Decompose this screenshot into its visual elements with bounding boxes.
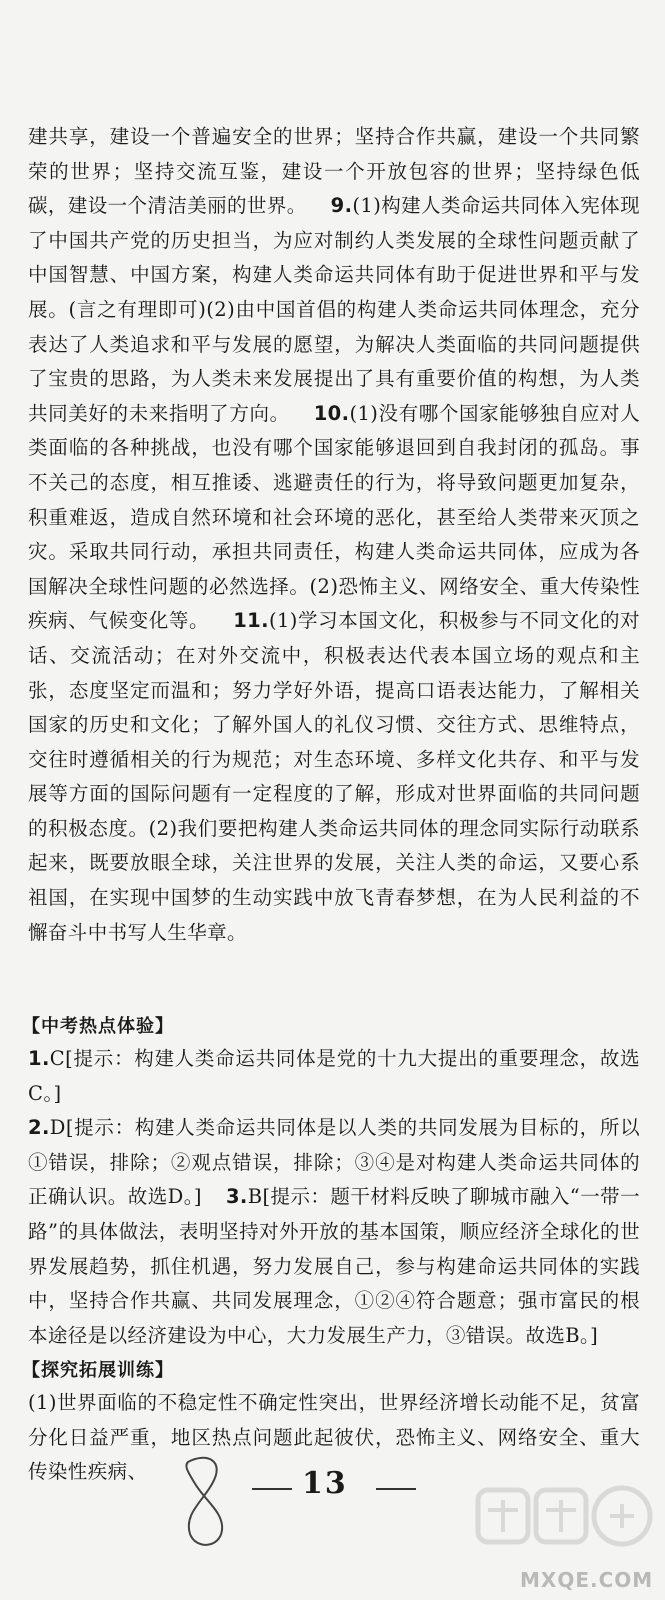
answer-paragraph-main xyxy=(28,120,640,950)
exploration-answer: (1)世界面临的不稳定性不确定性突出，世界经济增长动能不足，贫富分化日益严重，地区热点问题此起彼伏，恐怖主义、网络安全、重大传染性疾病、 xyxy=(28,1391,640,1484)
s1-q1-number: 1. xyxy=(28,1047,50,1070)
q11-text: (1)学习本国文化，积极参与不同文化的对话、交流活动；在对外交流中，积极表达代表本国立场的观点和主张，态度坚定而温和；努力学好外语，提高口语表达能力，了解相关国家的历史和文化；了解外国人的礼仪习惯、交往方式、思维特点，交往时遵循相关的行为规范；对生态环境、多样文化共存、和平与发展等方面的国际问题有一定程度的了解，形成对世界面临的共同问题的积极态度。(2)我们要把构建人类命运共同体的理念同实际行动联系起来，既要放眼全球，关注世界的发展，关注人类的命运，又要心系祖国，在实现中国梦的生动实践中放飞青春梦想，在为人民利益的不懈奋斗中书写人生华章。 xyxy=(28,609,640,944)
section-title-exam-hotspot: 【中考热点体验】 xyxy=(22,1016,174,1037)
q10-text: (1)没有哪个国家能够独自应对人类面临的各种挑战，也没有哪个国家能够退回到自我封闭的孤岛。事不关己的态度，相互推诿、逃避责任的行为，将导致问题更加复杂，积重难返，造成自然环境和社会环境的恶化，甚至给人类带来灭顶之灾。采取共同行动，承担共同责任，构建人类命运共同体，应成为各国解决全球性问题的必然选择。(2)恐怖主义、网络安全、重大传染性疾病、气候变化等。 xyxy=(28,401,640,633)
s1-q2-text: D[提示：构建人类命运共同体是以人类的共同发展为目标的，所以①错误，排除；②观点错误，排除；③④是对构建人类命运共同体的正确认识。故选D。] xyxy=(28,1116,640,1209)
s1-q2-number: 2. xyxy=(28,1116,50,1140)
q10-number: 10. xyxy=(313,401,350,425)
q9-text: (1)构建人类命运共同体入宪体现了中国共产党的历史担当，为应对制约人类发展的全球性问题贡献了中国智慧、中国方案，构建人类命运共同体有助于促进世界和平与发展。(言之有理即可)(2)由中国首倡的构建人类命运共同体理念，充分表达了人类追求和平与发展的愿望，为解决人类面临的共同问题提供了宝贵的思路，为人类未来发展提出了具有重要价值的构想，为人类共同美好的未来指明了方向。 xyxy=(28,194,640,425)
page-number-right-dash xyxy=(376,1488,416,1490)
page-number: 13 xyxy=(302,1466,348,1501)
exam-hotspot-answers xyxy=(28,1042,640,1353)
page-number-left-dash xyxy=(252,1488,292,1490)
s1-q3-number: 3. xyxy=(225,1185,248,1209)
s1-q3-text: B[提示：题干材料反映了聊城市融入“一带一路”的具体做法，表明坚持对外开放的基本国策，顺应经济全球化的世界发展趋势，抓住机遇，努力发展自己，参与构建命运共同体的实践中，坚持合作共赢、共同发展理念，①②④符合题意；强市富民的根本途径是以经济建设为中心，大力发展生产力，③错误。故选B。] xyxy=(28,1185,640,1347)
q11-number: 11. xyxy=(233,609,269,633)
watermark-domain: MXQE.COM xyxy=(520,1568,654,1592)
q9-number: 9. xyxy=(330,194,353,218)
watermark-logo-icon xyxy=(470,1470,660,1570)
s1-q1-text: C[提示：构建人类命运共同体是党的十九大提出的重要理念，故选C。] xyxy=(28,1047,640,1105)
handwritten-scribble-icon xyxy=(176,1452,236,1552)
para1-text: 建共享，建设一个普遍安全的世界；坚持合作共赢，建设一个共同繁荣的世界；坚持交流互鉴，建设一个开放包容的世界；坚持绿色低碳，建设一个清洁美丽的世界。 xyxy=(28,125,640,218)
section-title-exploration: 【探究拓展训练】 xyxy=(22,1360,174,1381)
